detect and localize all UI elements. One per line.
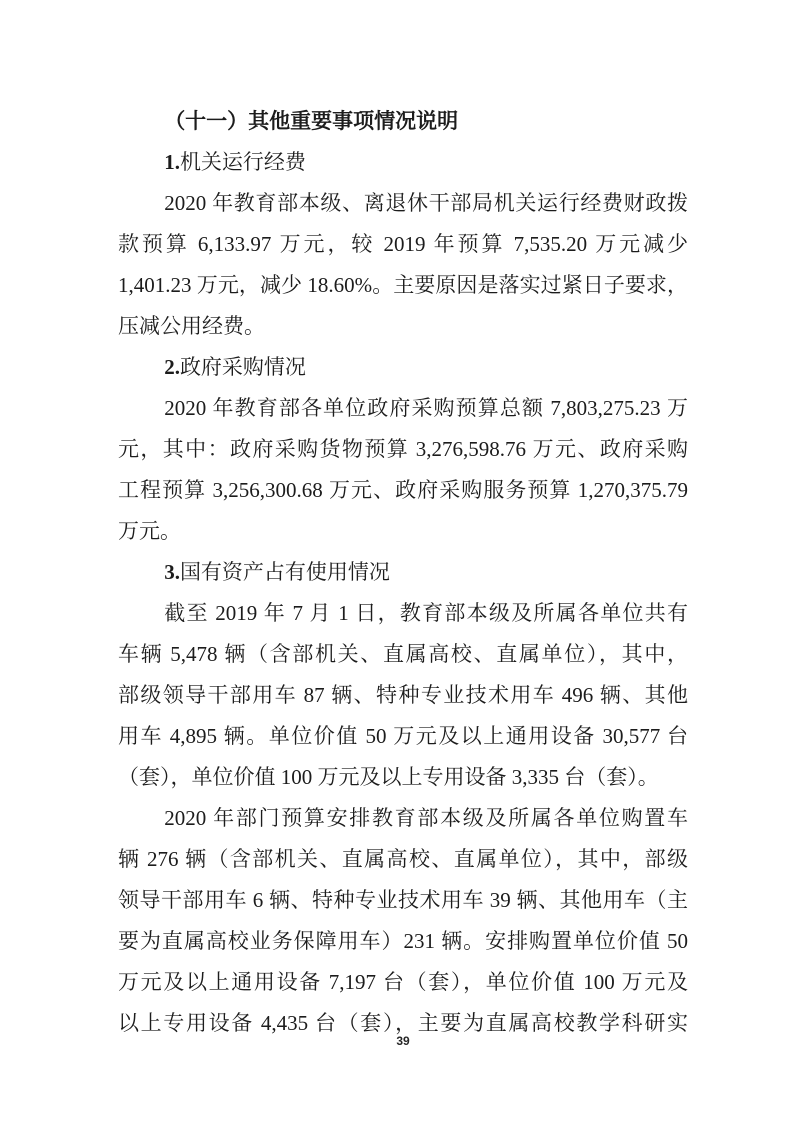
paragraph-2-line-3: 工程预算 3,256,300.68 万元、政府采购服务预算 1,270,375.79 — [118, 478, 688, 502]
paragraph-1-line-2: 款预算 6,133.97 万元，较 2019 年预算 7,535.20 万元减少 — [118, 232, 688, 256]
subsection-3-heading — [118, 552, 688, 593]
paragraph-3-line-2: 车辆 5,478 辆（含部机关、直属高校、直属单位），其中， — [118, 642, 688, 666]
paragraph-1-line-3: 1,401.23 万元，减少 18.60%。主要原因是落实过紧日子要求， — [118, 273, 688, 297]
subsection-3-number: 3. — [164, 560, 180, 584]
paragraph-3-line-3: 部级领导干部用车 87 辆、特种专业技术用车 496 辆、其他 — [118, 683, 688, 707]
paragraph-4-line-2: 辆 276 辆（含部机关、直属高校、直属单位），其中，部级 — [118, 847, 688, 871]
page-number: 39 — [396, 1034, 410, 1048]
paragraph-4-line-3: 领导干部用车 6 辆、特种专业技术用车 39 辆、其他用车（主 — [118, 888, 688, 912]
subsection-1-heading — [118, 142, 688, 183]
subsection-2-number: 2. — [164, 355, 180, 379]
paragraph-2-line-2: 元，其中：政府采购货物预算 3,276,598.76 万元、政府采购 — [118, 437, 688, 461]
paragraph-3-line-1: 截至 2019 年 7 月 1 日，教育部本级及所属各单位共有 — [164, 601, 688, 625]
document-body — [118, 101, 688, 1044]
paragraph-1-line-1: 2020 年教育部本级、离退休干部局机关运行经费财政拨 — [164, 191, 688, 215]
subsection-1-number: 1. — [164, 150, 180, 174]
paragraph-2-line-4: 万元。 — [118, 519, 181, 543]
paragraph-4-line-4: 要为直属高校业务保障用车）231 辆。安排购置单位价值 50 — [118, 929, 688, 953]
paragraph-4-line-6: 以上专用设备 4,435 台（套），主要为直属高校教学科研实 — [118, 1011, 688, 1035]
subsection-2-title: 政府采购情况 — [179, 355, 306, 379]
paragraph-3-line-4: 用车 4,895 辆。单位价值 50 万元及以上通用设备 30,577 台 — [118, 724, 688, 748]
subsection-2-heading — [118, 347, 688, 388]
paragraph-3-line-5: （套），单位价值 100 万元及以上专用设备 3,335 台（套）。 — [118, 765, 659, 789]
paragraph-2-line-1: 2020 年教育部各单位政府采购预算总额 7,803,275.23 万 — [164, 396, 688, 420]
paragraph-4-line-5: 万元及以上通用设备 7,197 台（套），单位价值 100 万元及 — [118, 970, 688, 994]
subsection-1-title: 机关运行经费 — [179, 150, 306, 174]
paragraph-1-line-4: 压减公用经费。 — [118, 314, 265, 338]
paragraph-4-line-1: 2020 年部门预算安排教育部本级及所属各单位购置车 — [164, 806, 688, 830]
section-heading: （十一）其他重要事项情况说明 — [164, 109, 459, 133]
page-footer — [118, 1030, 688, 1052]
subsection-3-title: 国有资产占有使用情况 — [179, 560, 390, 584]
